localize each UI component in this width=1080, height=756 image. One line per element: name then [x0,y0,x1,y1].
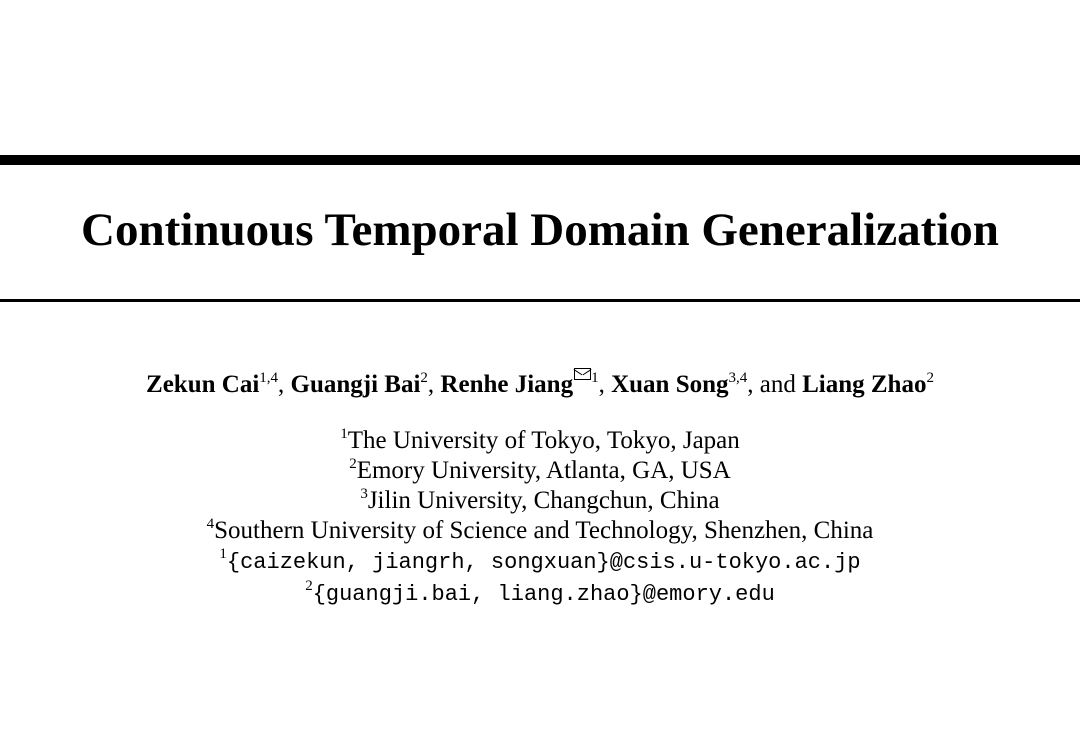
email-line [0,578,1080,610]
affiliation-text: Emory University, Atlanta, GA, USA [356,457,731,484]
author-name: Liang Zhao [802,371,927,398]
email-text: {caizekun, jiangrh, songxuan}@csis.u-tokyo.ac.jp [226,550,861,575]
affiliation-mark: 4 [206,516,215,532]
top-rule [0,155,1080,165]
affiliation-mark: 3 [360,486,368,502]
author-name: Guangji Bai [290,371,421,398]
author-separator: , and [747,371,803,398]
author-name: Zekun Cai [146,371,260,398]
author-list [0,366,1080,404]
author-affiliation-marks: 2 [926,370,934,386]
affiliation-text: The University of Tokyo, Tokyo, Japan [347,427,740,454]
author-affiliation-marks: 3,4 [728,370,748,386]
author-separator: , [427,371,441,398]
affiliation-line [0,456,1080,486]
affiliation-line [0,486,1080,516]
affiliation-line [0,426,1080,456]
bottom-rule [0,299,1080,302]
affiliation-mark: 2 [349,456,357,472]
email-mark: 1 [219,546,227,562]
author-affiliation-marks: 1,4 [259,370,279,386]
author-affiliation-marks: 1 [591,370,599,386]
author-separator: , [278,371,291,398]
author-separator: , [598,371,612,398]
author-affiliation-marks: 2 [420,370,428,386]
paper-title: Continuous Temporal Domain Generalization [81,204,999,256]
affiliation-text: Jilin University, Changchun, China [367,487,720,514]
affiliation-text: Southern University of Science and Technology, Shenzhen, China [214,517,874,544]
email-text: {guangji.bai, liang.zhao}@emory.edu [312,582,775,607]
author-name: Xuan Song [611,371,729,398]
author-name: Renhe Jiang [440,371,574,398]
email-line [0,546,1080,578]
affiliation-line [0,516,1080,546]
affiliation-list [0,426,1080,610]
affiliation-mark: 1 [340,426,348,442]
email-mark: 2 [305,578,313,594]
envelope-icon [574,368,591,380]
